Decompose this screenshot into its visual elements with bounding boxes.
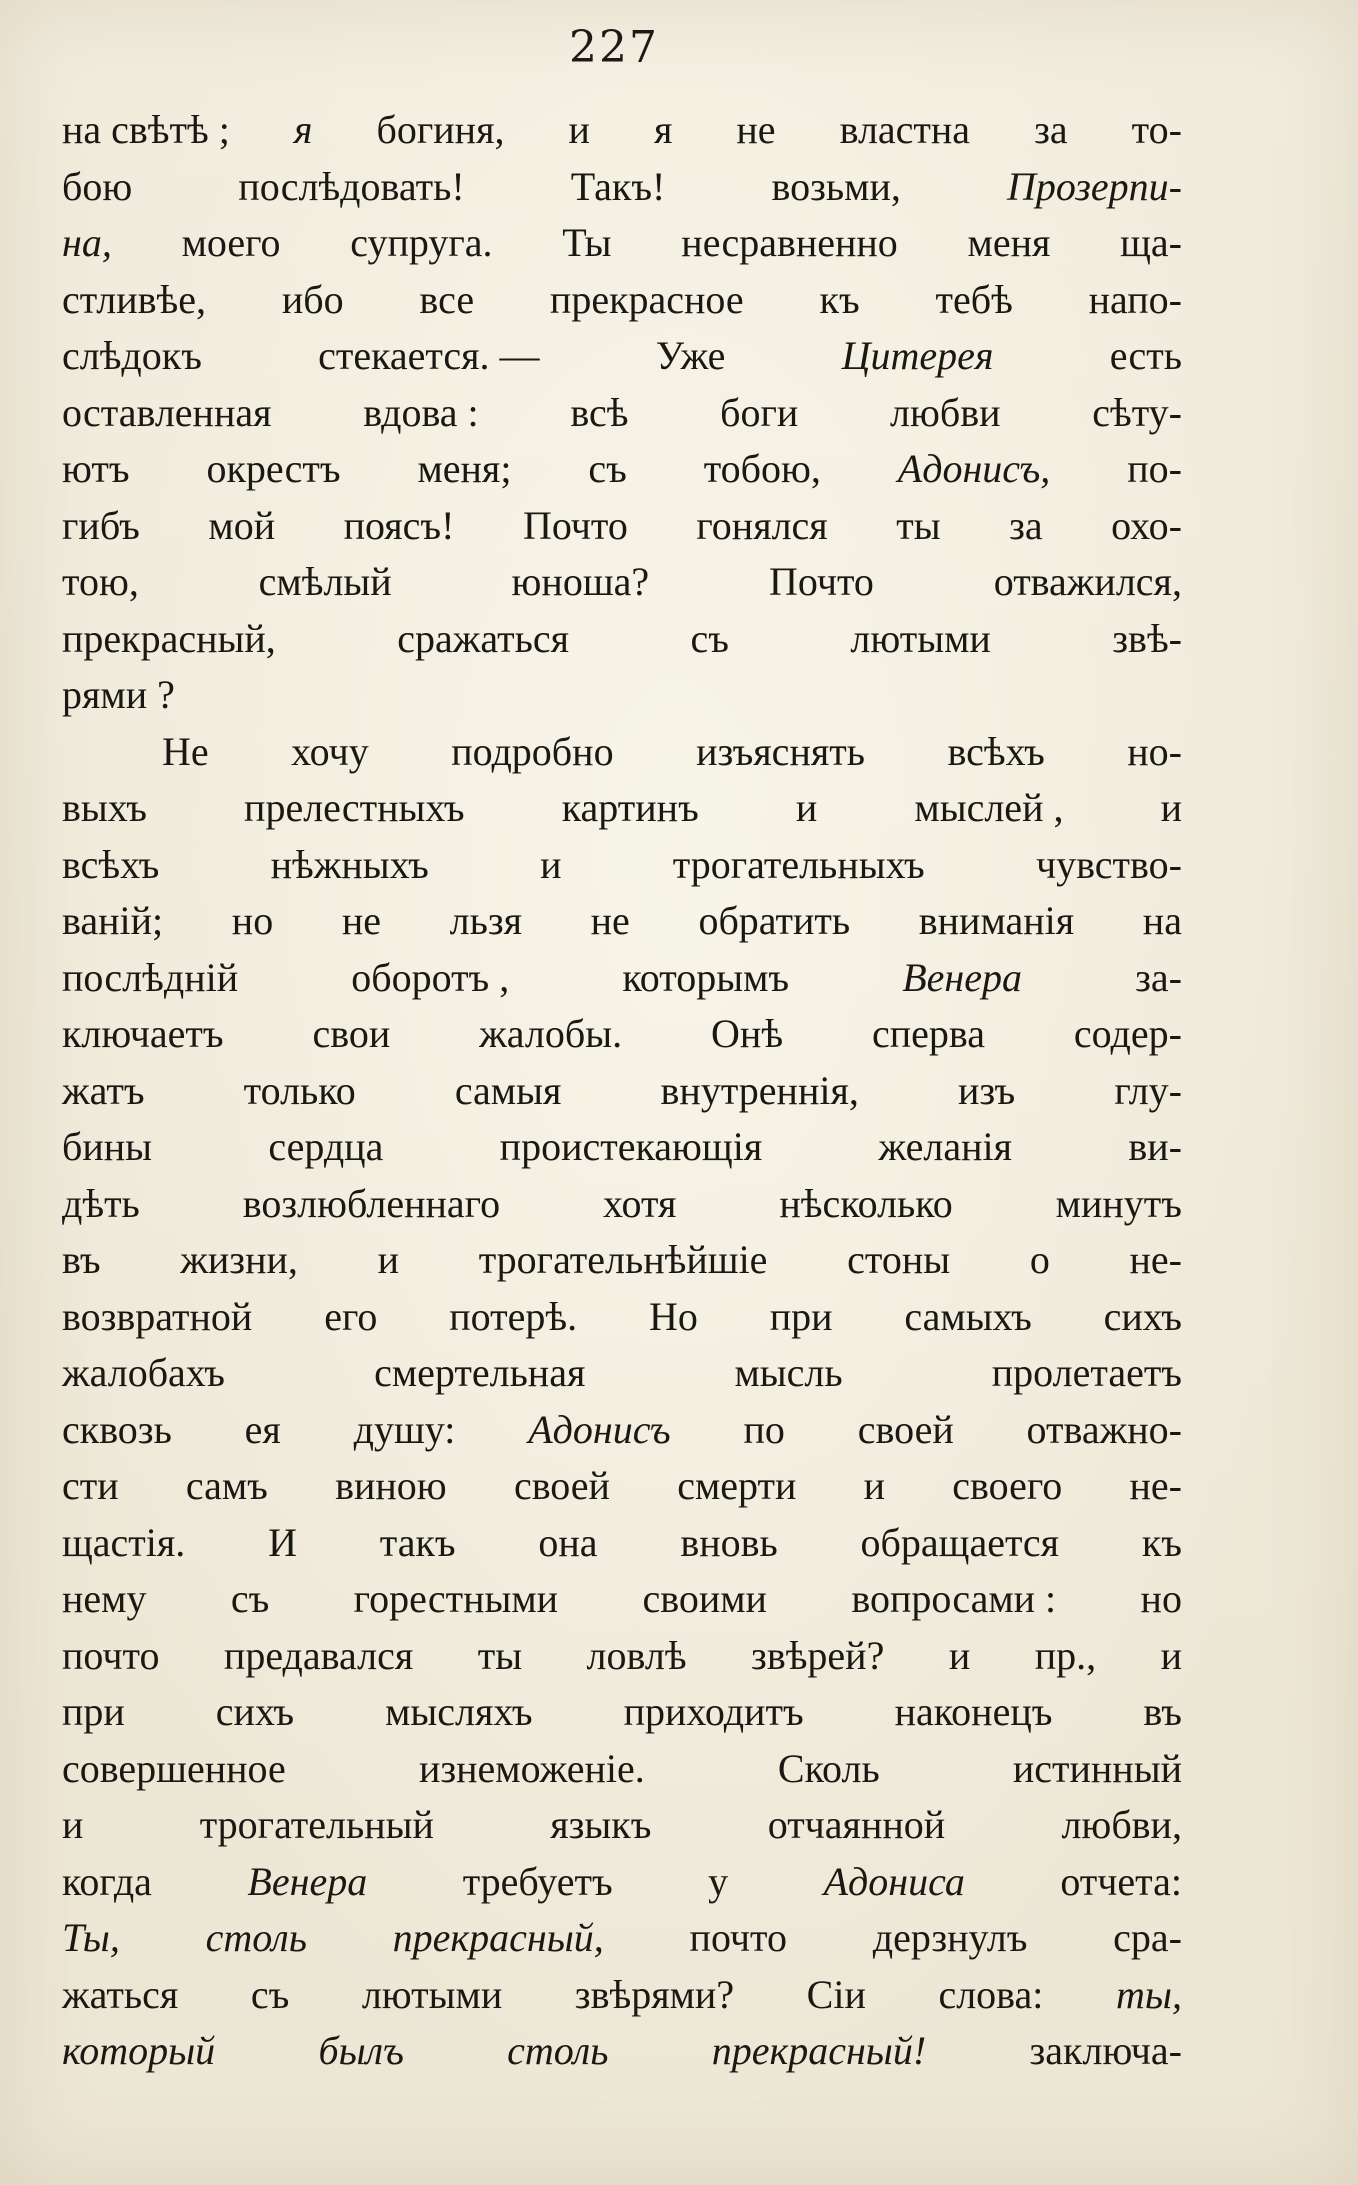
text-line <box>62 385 1182 442</box>
word: прелестныхъ <box>244 785 465 830</box>
word: И <box>268 1519 297 1565</box>
word: отчаянной <box>767 1802 946 1847</box>
word: выхъ <box>62 785 147 830</box>
word: сѣту- <box>1092 389 1182 435</box>
word: проистекающія <box>499 1124 763 1169</box>
italic-word: Прозерпи- <box>1006 163 1182 209</box>
word: требуетъ <box>462 1858 613 1904</box>
word: почто <box>689 1915 787 1960</box>
word: сперва <box>871 1011 985 1056</box>
text-line <box>62 1571 1182 1628</box>
word: и <box>568 107 590 152</box>
text-line <box>62 724 1182 781</box>
italic-word: я <box>293 107 313 152</box>
word: ты <box>896 502 941 548</box>
word: поясъ! <box>343 502 455 548</box>
italic-word: Адониса <box>823 1858 965 1904</box>
word: наконецъ <box>894 1689 1053 1734</box>
word: потерѣ. <box>449 1293 578 1339</box>
word: не <box>341 898 381 943</box>
word: мой <box>208 502 276 548</box>
word: ща- <box>1120 220 1182 265</box>
word: вновь <box>680 1519 778 1565</box>
word: ибо <box>281 276 344 322</box>
word: минутъ <box>1055 1180 1182 1226</box>
word: обращается <box>860 1519 1060 1565</box>
word: пролетаетъ <box>991 1350 1182 1395</box>
word: ютъ <box>62 446 130 491</box>
word: мысляхъ <box>385 1689 533 1734</box>
word: сердца <box>268 1124 384 1169</box>
text-line <box>62 1967 1182 2024</box>
word: сихъ <box>1103 1293 1182 1339</box>
word: трогательныхъ <box>672 841 925 887</box>
word: не <box>590 898 630 943</box>
italic-word: Адонисъ <box>528 1406 671 1452</box>
word: по- <box>1127 446 1182 491</box>
word: звѣ- <box>1112 615 1182 661</box>
word: своей <box>513 1463 610 1508</box>
word: я <box>653 107 673 152</box>
word: и <box>1160 1632 1182 1678</box>
word: предавался <box>223 1632 414 1678</box>
word: богиня, <box>376 107 505 152</box>
text-line <box>62 1741 1182 1798</box>
word: льзя <box>449 898 523 943</box>
word: Сіи <box>806 1971 866 2017</box>
word: горестными <box>353 1576 559 1621</box>
text-line <box>62 215 1182 272</box>
word: картинъ <box>561 785 699 830</box>
word: Онѣ <box>711 1011 784 1056</box>
word: возвратной <box>62 1293 253 1339</box>
text-line <box>62 950 1182 1007</box>
text-line <box>62 837 1182 894</box>
word: стоны <box>847 1237 951 1282</box>
word: сти <box>62 1463 119 1508</box>
word: смерти <box>677 1463 797 1508</box>
word: когда <box>62 1858 152 1904</box>
word: содер- <box>1073 1011 1182 1056</box>
word: бины <box>62 1124 153 1169</box>
word: трогательный <box>199 1802 434 1847</box>
text-line <box>62 667 1182 724</box>
word: внутреннія, <box>660 1067 859 1113</box>
word: у <box>708 1858 729 1904</box>
word: послѣдовать! <box>238 163 465 209</box>
word: оборотъ , <box>351 954 510 1000</box>
word: совершенное <box>62 1745 286 1791</box>
text-line <box>62 328 1182 385</box>
text-line <box>62 893 1182 950</box>
text-line <box>62 441 1182 498</box>
word: сражаться <box>397 615 570 661</box>
word: но <box>231 898 274 943</box>
word: и <box>948 1632 971 1678</box>
italic-word: на, <box>62 220 112 265</box>
word: жатъ <box>62 1067 145 1113</box>
text-line <box>62 1854 1182 1911</box>
word: съ <box>588 446 627 491</box>
word: сра- <box>1113 1915 1182 1960</box>
word: дѣть <box>62 1180 140 1226</box>
word: самъ <box>185 1463 268 1508</box>
italic-word: Цитерея <box>841 333 994 378</box>
word: жизни, <box>180 1237 298 1282</box>
italic-word: Ты, <box>62 1915 120 1960</box>
word: есть <box>1109 333 1182 378</box>
word: языкъ <box>550 1802 652 1847</box>
word: почто <box>62 1632 160 1678</box>
word: властна <box>839 107 971 152</box>
text-line <box>62 1515 1182 1572</box>
word: только <box>243 1067 356 1113</box>
text-line <box>62 1684 1182 1741</box>
word: ключаетъ <box>62 1011 224 1056</box>
italic-word: прекрасный, <box>392 1915 604 1960</box>
word: хотя <box>603 1180 677 1226</box>
word: супруга. <box>350 220 493 265</box>
word: приходитъ <box>623 1689 804 1734</box>
word: трогательнѣйшіе <box>478 1237 768 1282</box>
word: возлюбленнаго <box>242 1180 501 1226</box>
word: Такъ! <box>570 163 666 209</box>
word: слова: <box>938 1971 1044 2017</box>
text-line <box>62 498 1182 555</box>
word: своей <box>857 1406 954 1452</box>
word: своими <box>642 1576 767 1621</box>
word: изъ <box>958 1067 1016 1113</box>
word: Уже <box>655 333 726 378</box>
word: свои <box>312 1011 391 1056</box>
word: слѣдокъ <box>62 333 202 378</box>
word: желанія <box>878 1124 1013 1169</box>
italic-word: Венера <box>247 1858 368 1904</box>
word: всѣхъ <box>62 841 160 887</box>
word: нѣжныхъ <box>270 841 429 887</box>
word: возьми, <box>771 163 901 209</box>
text-line <box>62 272 1182 329</box>
word: и <box>795 785 818 830</box>
word: всѣ <box>570 389 629 435</box>
word: Но <box>648 1293 698 1339</box>
text-line <box>62 1006 1182 1063</box>
italic-word: который <box>62 2028 216 2073</box>
word: душу: <box>353 1406 456 1452</box>
italic-word: былъ <box>318 2028 404 2073</box>
word: вдова : <box>363 389 479 435</box>
word: то- <box>1131 107 1182 152</box>
word: истинный <box>1012 1745 1182 1791</box>
word: виною <box>335 1463 447 1508</box>
word: бою <box>62 163 133 209</box>
word: и <box>863 1463 886 1508</box>
word: въ <box>62 1237 101 1282</box>
word: меня; <box>417 446 512 491</box>
word: Ты <box>562 220 612 265</box>
word: вопросами : <box>851 1576 1057 1621</box>
word: изъяснять <box>696 728 865 774</box>
word: послѣдній <box>62 954 239 1000</box>
word: за <box>1034 107 1068 152</box>
word: моего <box>181 220 281 265</box>
word: при <box>769 1293 833 1339</box>
word: о <box>1029 1237 1050 1282</box>
word: на <box>1142 898 1182 943</box>
italic-word: столь <box>507 2028 609 2073</box>
word: за- <box>1135 954 1182 1000</box>
page-number: 227 <box>569 22 659 73</box>
word: ваній; <box>62 898 164 943</box>
word: гибъ <box>62 502 140 548</box>
text-line <box>62 1458 1182 1515</box>
word: прекрасное <box>549 276 744 322</box>
word: своего <box>952 1463 1063 1508</box>
italic-word: Венера <box>902 954 1022 1000</box>
word: жалобахъ <box>62 1350 225 1395</box>
text-line <box>62 1628 1182 1685</box>
word: дерзнулъ <box>872 1915 1028 1960</box>
word: Почто <box>522 502 628 548</box>
word: ви- <box>1128 1124 1182 1169</box>
text-line <box>62 611 1182 668</box>
word: лютыми <box>361 1971 503 2017</box>
word: не- <box>1129 1463 1182 1508</box>
word: Сколь <box>777 1745 880 1791</box>
word: заключа- <box>1029 2028 1182 2073</box>
word: и <box>62 1802 84 1847</box>
text-line <box>62 1176 1182 1233</box>
word: напо- <box>1088 276 1182 322</box>
word: жаться <box>62 1971 179 2017</box>
word: оставленная <box>62 389 272 435</box>
text-line <box>62 159 1182 216</box>
word: не <box>736 107 776 152</box>
italic-word: столь <box>205 1915 307 1960</box>
word: несравненно <box>681 220 898 265</box>
word: Почто <box>768 559 874 604</box>
word: все <box>419 276 475 322</box>
word: къ <box>819 276 860 322</box>
word: смѣлый <box>258 559 392 604</box>
word: звѣрей? <box>751 1632 885 1678</box>
word: прекрасный, <box>62 615 276 661</box>
italic-word: прекрасный! <box>711 2028 927 2073</box>
word: тобою, <box>703 446 821 491</box>
word: обратить <box>698 898 851 943</box>
word: но <box>1140 1576 1182 1621</box>
word: окрестъ <box>206 446 341 491</box>
text-line <box>62 1345 1182 1402</box>
body-text <box>62 102 1182 2080</box>
word: не- <box>1129 1237 1182 1282</box>
word: изнеможеніе. <box>418 1745 645 1791</box>
text-line <box>62 1910 1182 1967</box>
word: но- <box>1127 728 1182 774</box>
word: жалобы. <box>479 1011 623 1056</box>
word: по <box>743 1406 785 1452</box>
word: на свѣтѣ ; <box>62 107 230 152</box>
word: нему <box>62 1576 147 1621</box>
word: меня <box>967 220 1051 265</box>
word: Не <box>162 728 209 774</box>
word: съ <box>250 1971 290 2017</box>
word: мысль <box>734 1350 843 1395</box>
word: отважился, <box>993 559 1182 604</box>
word: лютыми <box>850 615 991 661</box>
text-line <box>62 102 1182 159</box>
word: чувство- <box>1036 841 1182 887</box>
word: самыя <box>454 1067 562 1113</box>
text-line <box>62 1063 1182 1120</box>
word: самыхъ <box>904 1293 1032 1339</box>
word: юноша? <box>511 559 650 604</box>
word: стекается. — <box>318 333 540 378</box>
word: при <box>62 1689 125 1734</box>
word: боги <box>720 389 799 435</box>
word: пр., <box>1034 1632 1097 1678</box>
text-line <box>62 1289 1182 1346</box>
word: тою, <box>62 559 139 604</box>
word: гонялся <box>696 502 828 548</box>
word: сихъ <box>215 1689 295 1734</box>
word: и <box>1160 785 1182 830</box>
word: ты <box>477 1632 523 1678</box>
word: отважно- <box>1026 1406 1182 1452</box>
word: съ <box>230 1576 270 1621</box>
text-line <box>62 554 1182 611</box>
word: тебѣ <box>935 276 1013 322</box>
word: стливѣе, <box>62 276 206 322</box>
word: охо- <box>1111 502 1182 548</box>
word: мыслей , <box>914 785 1064 830</box>
word: подробно <box>451 728 614 774</box>
word: сквозь <box>62 1406 172 1452</box>
word: съ <box>690 615 729 661</box>
word: къ <box>1141 1519 1182 1565</box>
word: любви, <box>1061 1802 1182 1847</box>
italic-word: ты, <box>1115 1971 1182 2017</box>
text-line <box>62 1402 1182 1459</box>
text-line <box>62 1232 1182 1289</box>
word: смертельная <box>374 1350 586 1395</box>
word: такъ <box>379 1519 456 1565</box>
word: рями ? <box>62 672 175 717</box>
word: щастія. <box>62 1519 186 1565</box>
word: звѣрями? <box>574 1971 735 2017</box>
word: нѣсколько <box>779 1180 953 1226</box>
word: и <box>540 841 562 887</box>
word: любви <box>890 389 1001 435</box>
word: она <box>538 1519 598 1565</box>
word: ея <box>244 1406 281 1452</box>
text-line <box>62 1797 1182 1854</box>
text-line <box>62 2023 1182 2080</box>
word: всѣхъ <box>947 728 1045 774</box>
word: его <box>324 1293 378 1339</box>
text-line <box>62 1119 1182 1176</box>
word: ловлѣ <box>586 1632 687 1678</box>
word: глу- <box>1114 1067 1182 1113</box>
word: въ <box>1143 1689 1182 1734</box>
word: отчета: <box>1060 1858 1182 1904</box>
word: вниманія <box>918 898 1075 943</box>
word: хочу <box>291 728 369 774</box>
word: за <box>1009 502 1043 548</box>
text-line <box>62 780 1182 837</box>
word: которымъ <box>622 954 790 1000</box>
word: и <box>377 1237 400 1282</box>
italic-word: Адонисъ, <box>897 446 1051 491</box>
